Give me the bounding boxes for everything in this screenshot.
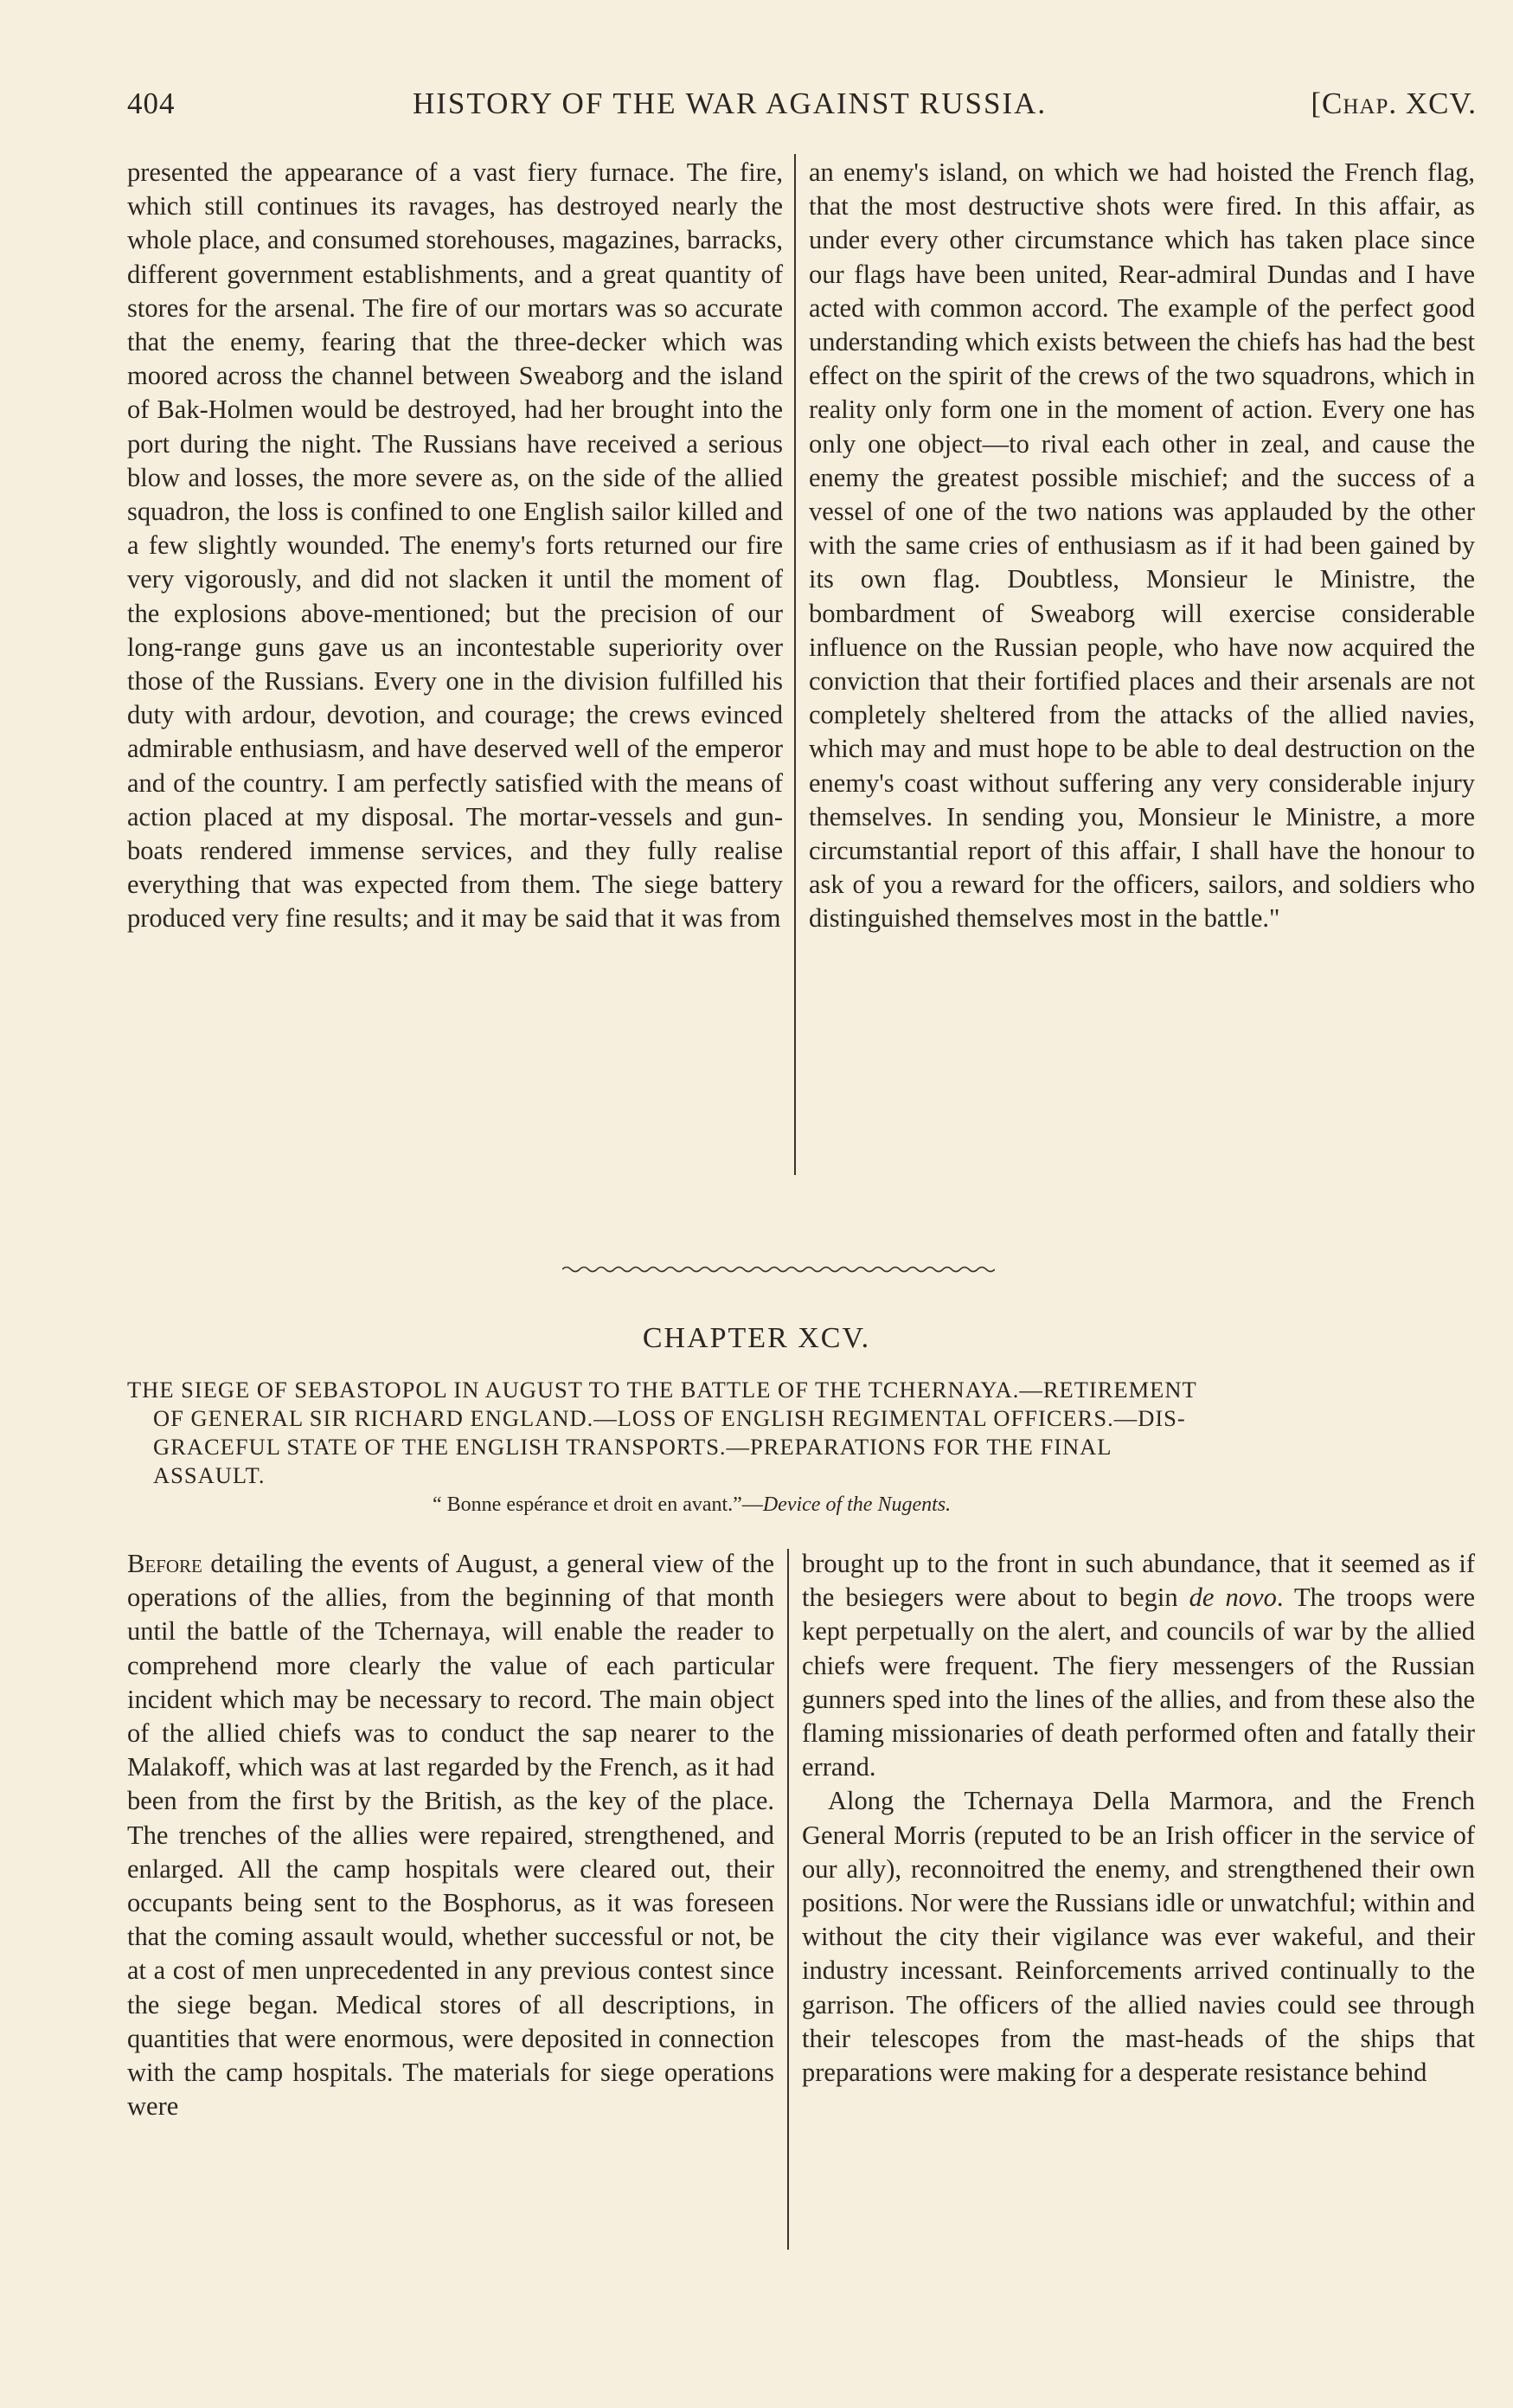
summary-line: ASSAULT. bbox=[153, 1462, 266, 1488]
bottom-right-column bbox=[802, 1547, 1475, 2090]
column-divider-bottom bbox=[787, 1549, 789, 2250]
bottom-right-paragraph-2: Along the Tchernaya Della Marmora, and the French General Morris (reputed to be an Irish officer in the service of our ally), reconnoitred the enemy, and strengthened their own positions. Nor were the Russians idle or unwatchful; within and without the city their vigilance was ever wakeful, and their industry incessant. Reinforcements arrived continually to the garrison. The officers of the allied navies could see through their telescopes from the mast-heads of the ships that preparations were making for a desperate resistance behind bbox=[802, 1786, 1475, 2088]
italic-phrase: de novo bbox=[1189, 1583, 1277, 1613]
summary-line: GRACEFUL STATE OF THE ENGLISH TRANSPORTS.—PREPARATIONS FOR THE FINAL bbox=[153, 1434, 1112, 1460]
top-left-column bbox=[127, 156, 783, 936]
chapter-summary bbox=[127, 1376, 1459, 1490]
page-header bbox=[127, 87, 1477, 130]
chapter-title: CHAPTER XCV. bbox=[642, 1322, 871, 1354]
opening-word: Before bbox=[127, 1549, 202, 1578]
page-number: 404 bbox=[127, 87, 176, 120]
bottom-left-column bbox=[127, 1547, 774, 2123]
bottom-right-text-a: brought up to the front in such abundance, that it seemed as if the besiegers were about to begin bbox=[802, 1549, 1475, 1613]
column-divider-top bbox=[794, 154, 796, 1175]
summary-line: THE SIEGE OF SEBASTOPOL IN AUGUST TO THE BATTLE OF THE TCHERNAYA.—RETIREMENT bbox=[127, 1377, 1197, 1403]
chapter-reference: [Chap. XCV. bbox=[1311, 87, 1477, 120]
bottom-left-text: detailing the events of August, a general view of the operations of the allies, from the beginning of that month until the battle of the Tchernaya, will enable the reader to comprehend more clearly the value of each particular incident which may be necessary to record. The main object of the allied chiefs was to conduct the sap nearer to the Malakoff, which was at last regarded by the French, as it had been from the first by the British, as the key of the place. The trenches of the allies were repaired, strengthened, and enlarged. All the camp hospitals were cleared out, their occupants being sent to the Bosphorus, as it was foreseen that the coming assault would, whether successful or not, be at a cost of men unprecedented in any previous contest since the siege began. Medical stores of all descriptions, in quantities that were enormous, were deposited in connection with the camp hospitals. The materials for siege operations were bbox=[127, 1549, 774, 2122]
chapter-motto bbox=[433, 1493, 1384, 1517]
running-title: HISTORY OF THE WAR AGAINST RUSSIA. bbox=[413, 87, 1048, 120]
top-right-column bbox=[809, 156, 1475, 936]
section-ornament bbox=[562, 1263, 995, 1275]
bottom-right-text-b: . The troops were kept perpetually on the alert, and councils of war by the allied chiefs were frequent. The fiery messengers of the Russian gunners sped into the lines of the allies, and from these also the flaming missionaries of death performed often and fatally their errand. bbox=[802, 1583, 1476, 1782]
motto-quote: “ Bonne espérance et droit en avant.”— bbox=[433, 1493, 763, 1516]
top-left-text: presented the appearance of a vast fiery furnace. The fire, which still continues its ravages, has destroyed nearly the whole place, and consumed storehouses, magazines, barracks, different government establishments, and a great quantity of stores for the arsenal. The fire of our mortars was so accurate that the enemy, fearing that the three-decker which was moored across the channel between Sweaborg and the island of Bak-Holmen would be destroyed, had her brought into the port during the night. The Russians have received a serious blow and losses, the more severe as, on the side of the allied squadron, the loss is confined to one English sailor killed and a few slightly wounded. The enemy's forts returned our fire very vigorously, and did not slacken it until the moment of the explosions above-mentioned; but the precision of our long-range guns gave us an incontestable superiority over those of the Russians. Every one in the division fulfilled his duty with ardour, devotion, and courage; the crews evinced admirable enthusiasm, and have deserved well of the emperor and of the country. I am perfectly satisfied with the means of action placed at my disposal. The mortar-vessels and gun-boats rendered immense services, and they fully realise everything that was expected from them. The siege battery produced very fine results; and it may be said that it was from bbox=[127, 157, 783, 934]
top-right-text: an enemy's island, on which we had hoisted the French flag, that the most destructive shots were fired. In this affair, as under every other circumstance which has taken place since our flags have been united, Rear-admiral Dundas and I have acted with common accord. The example of the perfect good understanding which exists between the chiefs has had the best effect on the spirit of the crews of the two squadrons, which in reality only form one in the moment of action. Every one has only one object—to rival each other in zeal, and cause the enemy the greatest possible mischief; and the success of a vessel of one of the two nations was applauded by the other with the same cries of enthusiasm as if it had been gained by its own flag. Doubtless, Monsieur le Ministre, the bombardment of Sweaborg will exercise considerable influence on the Russian people, who have now acquired the conviction that their fortified places and their arsenals are not completely sheltered from the attacks of the allied navies, which may and must hope to be able to deal destruction on the enemy's coast without suffering any very considerable injury themselves. In sending you, Monsieur le Ministre, a more circumstantial report of this affair, I shall have the honour to ask of you a reward for the officers, sailors, and soldiers who distinguished themselves most in the battle." bbox=[809, 157, 1475, 934]
summary-line: OF GENERAL SIR RICHARD ENGLAND.—LOSS OF ENGLISH REGIMENTAL OFFICERS.—DIS- bbox=[153, 1405, 1186, 1431]
motto-source: Device of the Nugents. bbox=[762, 1493, 952, 1516]
